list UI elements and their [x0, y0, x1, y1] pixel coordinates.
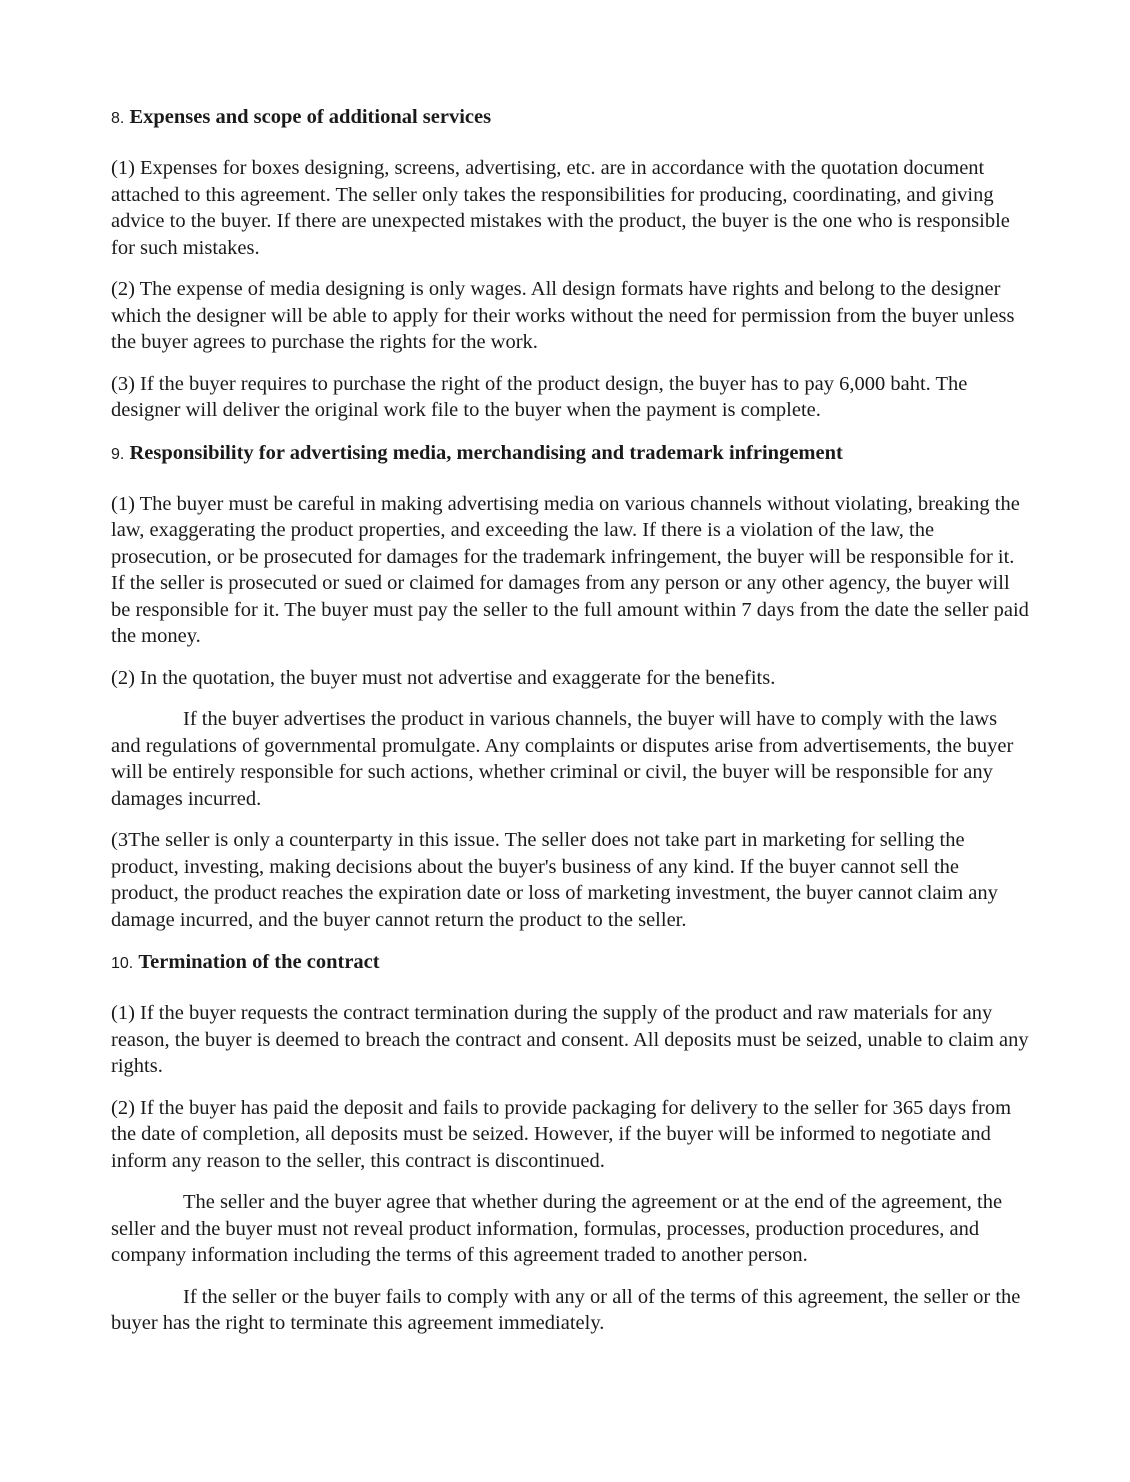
section-10	[111, 948, 1031, 1337]
document-page	[111, 103, 1031, 1352]
section-number: 8.	[111, 110, 125, 127]
paragraph: (1) If the buyer requests the contract termination during the supply of the product and raw materials for any reason, the buyer is deemed to breach the contract and consent. All deposits must be seized, unable to claim any rights.	[111, 1002, 1029, 1077]
paragraph: (3The seller is only a counterparty in this issue. The seller does not take part in marketing for selling the product, investing, making decisions about the buyer's business of any kind. If the buyer cannot sell the product, the product reaches the expiration date or loss of marketing investment, the buyer cannot claim any damage incurred, and the buyer cannot return the product to the seller.	[111, 829, 998, 931]
paragraph: (3) If the buyer requires to purchase the right of the product design, the buyer has to pay 6,000 baht. The designer will deliver the original work file to the buyer when the payment is complete.	[111, 372, 968, 421]
paragraph: (2) If the buyer has paid the deposit and fails to provide packaging for delivery to the seller for 365 days from the date of completion, all deposits must be seized. However, if the buyer will be informed to negotiate and inform any reason to the seller, this contract is discontinued.	[111, 1096, 1012, 1172]
section-8	[111, 103, 1031, 424]
section-number: 10.	[111, 955, 134, 972]
paragraph: (1) The buyer must be careful in making advertising media on various channels without violating, breaking the law, exaggerating the product properties, and exceeding the law. If there is a violation of the law, the prosecution, or be prosecuted for damages for the trademark infringement, the buyer will be responsible for it. If the seller is prosecuted or sued or claimed for damages from any person or any other agency, the buyer will be responsible for it. The buyer must pay the seller to the full amount within 7 days from the date the seller paid the money.	[111, 492, 1029, 647]
section-heading	[111, 948, 1031, 978]
indented-paragraph: If the buyer advertises the product in various channels, the buyer will have to comply with the laws and regulations of governmental promulgate. Any complaints or disputes arise from advertisements, the buyer will be entirely responsible for such actions, whether criminal or civil, the buyer will be responsible for any damages incurred.	[111, 708, 1014, 810]
paragraph: (1) Expenses for boxes designing, screens, advertising, etc. are in accordance with the quotation document attached to this agreement. The seller only takes the responsibilities for producing, coordinating, and giving advice to the buyer. If there are unexpected mistakes with the product, the buyer is the one who is responsible for such mistakes.	[111, 157, 1010, 259]
section-title: Expenses and scope of additional services	[129, 106, 492, 128]
section-9	[111, 439, 1031, 934]
section-heading	[111, 103, 1031, 133]
section-title: Termination of the contract	[138, 951, 380, 973]
section-title: Responsibility for advertising media, merchandising and trademark infringement	[129, 441, 843, 464]
section-heading	[111, 439, 1031, 469]
indented-paragraph: If the seller or the buyer fails to comply with any or all of the terms of this agreement, the seller or the buyer has the right to terminate this agreement immediately.	[111, 1285, 1021, 1334]
indented-paragraph: The seller and the buyer agree that whether during the agreement or at the end of the agreement, the seller and the buyer must not reveal product information, formulas, processes, production procedures, and company information including the terms of this agreement traded to another person.	[111, 1191, 1003, 1266]
paragraph: (2) The expense of media designing is only wages. All design formats have rights and belong to the designer which the designer will be able to apply for their works without the need for permission from the buyer unless the buyer agrees to purchase the rights for the work.	[111, 278, 1015, 353]
section-number: 9.	[111, 445, 125, 463]
paragraph: (2) In the quotation, the buyer must not advertise and exaggerate for the benefits.	[111, 666, 776, 689]
